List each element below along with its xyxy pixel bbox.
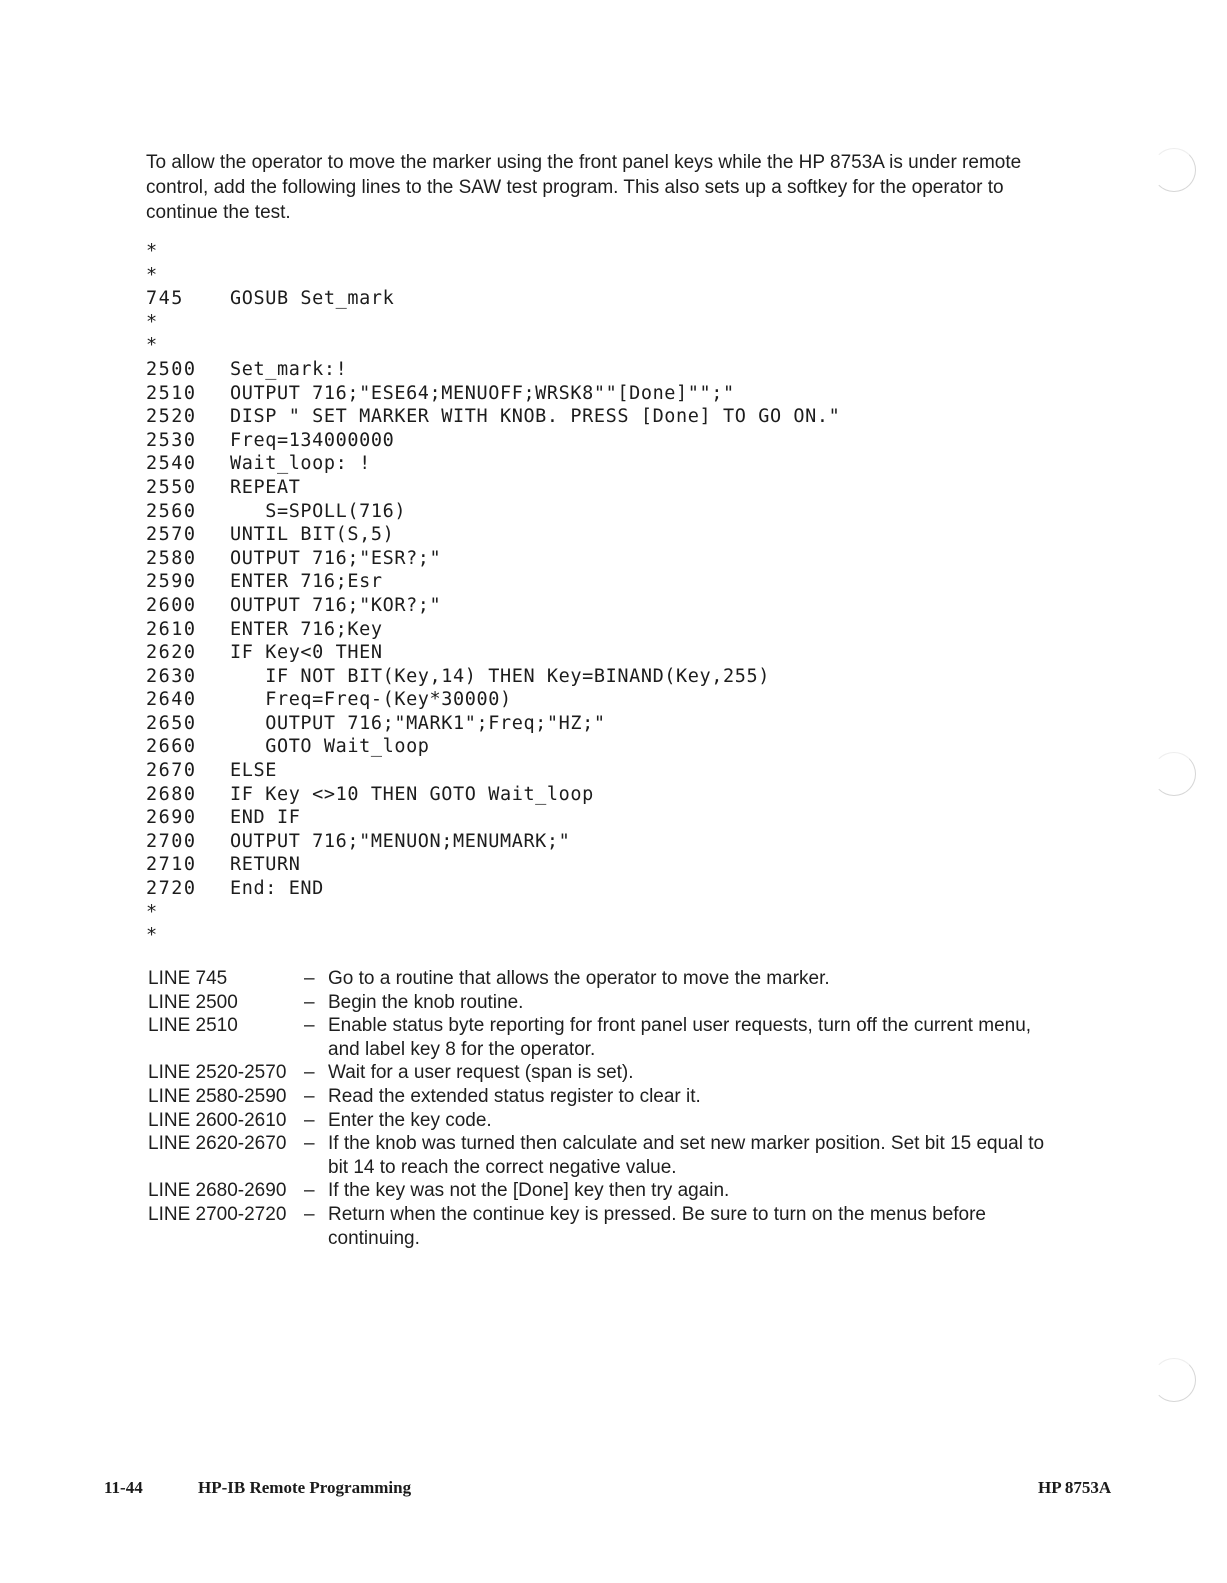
line-number: 2540: [146, 453, 197, 475]
line-number: 2570: [146, 524, 197, 546]
explanation-dash: –: [304, 1015, 315, 1037]
code-line: [146, 665, 1046, 689]
code-line: [146, 618, 1046, 642]
line-number: 2660: [146, 736, 197, 758]
explanation-row: [148, 1061, 1053, 1085]
line-number: 2720: [146, 878, 197, 900]
code-statement: REPEAT: [230, 476, 301, 498]
explanation-text: If the knob was turned then calculate and set new marker position. Set bit 15 equal to bit 14 to reach the correct negative value.: [328, 1133, 1045, 1178]
line-number: 2600: [146, 594, 197, 616]
explanation-text: Go to a routine that allows the operator to move the marker.: [328, 968, 830, 989]
explanation-text: If the key was not the [Done] key then try again.: [328, 1180, 730, 1202]
code-statement: RETURN: [230, 854, 301, 876]
line-number: 2560: [146, 500, 197, 522]
line-number: *: [146, 925, 159, 947]
code-line: [146, 853, 1046, 877]
line-number: 2650: [146, 712, 197, 734]
explanation-row: [148, 1014, 1053, 1061]
code-line: [146, 264, 1046, 288]
explanation-text: Return when the continue key is pressed. Be sure to turn on the menus before continuing.: [328, 1203, 986, 1249]
line-number: *: [146, 311, 159, 333]
code-line: [146, 594, 1046, 618]
code-statement: End: END: [230, 878, 324, 900]
code-line: [146, 240, 1046, 264]
code-line: [146, 877, 1046, 901]
explanation-dash: –: [304, 1203, 315, 1225]
explanation-label: LINE 2700-2720: [148, 1203, 287, 1225]
line-number: 2690: [146, 807, 197, 829]
explanation-dash: –: [304, 1180, 315, 1202]
page-number: 11-44: [104, 1478, 143, 1497]
explanation-row: [148, 1132, 1053, 1179]
explanation-dash: –: [304, 1109, 315, 1131]
code-statement: END IF: [230, 807, 301, 829]
explanation-row: [148, 1179, 1053, 1203]
line-number: *: [146, 264, 159, 286]
code-statement: UNTIL BIT(S,5): [230, 524, 395, 546]
code-statement: OUTPUT 716;"MARK1";Freq;"HZ;": [230, 712, 606, 734]
explanation-dash: –: [304, 1085, 315, 1107]
explanation-text: Enable status byte reporting for front panel user requests, turn off the current menu, and label key 8 for the operator.: [328, 1015, 1032, 1060]
code-line: [146, 735, 1046, 759]
model-name: HP 8753A: [1038, 1478, 1112, 1497]
code-listing: [146, 240, 1046, 948]
code-statement: OUTPUT 716;"MENUON;MENUMARK;": [230, 830, 571, 852]
code-statement: Freq=134000000: [230, 429, 395, 451]
line-number: 2510: [146, 382, 197, 404]
code-statement: ENTER 716;Esr: [230, 571, 383, 593]
line-number: *: [146, 241, 159, 262]
code-statement: OUTPUT 716;"KOR?;": [230, 594, 442, 616]
line-number: 745: [146, 288, 184, 310]
explanation-text: Begin the knob routine.: [328, 991, 524, 1013]
line-explanations: [148, 967, 1053, 1250]
line-number: 2520: [146, 406, 197, 428]
code-line: [146, 547, 1046, 571]
line-number: 2670: [146, 760, 197, 782]
code-line: [146, 759, 1046, 783]
code-line: [146, 830, 1046, 854]
explanation-text: Read the extended status register to clear it.: [328, 1085, 701, 1107]
line-number: 2700: [146, 830, 197, 852]
line-number: *: [146, 901, 159, 923]
line-number: 2590: [146, 571, 197, 593]
explanation-label: LINE 2510: [148, 1015, 238, 1037]
code-line: [146, 712, 1046, 736]
line-number: 2500: [146, 358, 197, 380]
code-line: [146, 334, 1046, 358]
explanation-dash: –: [304, 991, 315, 1013]
code-statement: S=SPOLL(716): [230, 500, 407, 522]
code-line: [146, 570, 1046, 594]
code-line: [146, 924, 1046, 948]
intro-paragraph: To allow the operator to move the marker using the front panel keys while the HP 8753A is under remote control, add the following lines to the SAW test program. This also sets up a softkey for the operator to continue the test.: [146, 152, 1022, 223]
explanation-dash: –: [304, 1062, 315, 1084]
explanation-dash: –: [304, 968, 315, 989]
line-number: 2680: [146, 783, 197, 805]
binder-hole: [1152, 1358, 1196, 1402]
code-line: [146, 688, 1046, 712]
code-line: [146, 901, 1046, 925]
code-statement: IF Key<0 THEN: [230, 642, 383, 664]
code-line: [146, 783, 1046, 807]
code-line: [146, 500, 1046, 524]
code-statement: ENTER 716;Key: [230, 618, 383, 640]
code-line: [146, 523, 1046, 547]
code-line: [146, 287, 1046, 311]
explanation-row: [148, 1085, 1053, 1109]
line-number: 2550: [146, 476, 197, 498]
code-line: [146, 382, 1046, 406]
code-line: [146, 452, 1046, 476]
explanation-label: LINE 745: [148, 968, 228, 989]
code-statement: GOTO Wait_loop: [230, 736, 430, 758]
explanation-label: LINE 2580-2590: [148, 1085, 287, 1107]
explanation-label: LINE 2600-2610: [148, 1109, 287, 1131]
explanation-row: [148, 1109, 1053, 1133]
code-line: [146, 358, 1046, 382]
explanation-label: LINE 2520-2570: [148, 1062, 287, 1084]
binder-hole: [1152, 148, 1196, 192]
section-title: HP-IB Remote Programming: [198, 1478, 412, 1497]
line-number: 2710: [146, 854, 197, 876]
code-statement: DISP " SET MARKER WITH KNOB. PRESS [Done] TO GO ON.": [230, 406, 841, 428]
code-statement: GOSUB Set_mark: [230, 288, 395, 310]
code-statement: OUTPUT 716;"ESE64;MENUOFF;WRSK8""[Done]"";": [230, 382, 735, 404]
line-number: 2640: [146, 689, 197, 711]
code-line: [146, 806, 1046, 830]
explanation-dash: –: [304, 1133, 315, 1155]
explanation-label: LINE 2680-2690: [148, 1180, 287, 1202]
code-line: [146, 311, 1046, 335]
code-statement: IF Key <>10 THEN GOTO Wait_loop: [230, 783, 594, 805]
explanation-label: LINE 2620-2670: [148, 1133, 287, 1155]
explanation-label: LINE 2500: [148, 991, 238, 1013]
code-statement: OUTPUT 716;"ESR?;": [230, 547, 442, 569]
code-statement: ELSE: [230, 760, 277, 782]
code-line: [146, 476, 1046, 500]
line-number: 2610: [146, 618, 197, 640]
line-number: *: [146, 335, 159, 357]
code-statement: Freq=Freq-(Key*30000): [230, 689, 512, 711]
code-statement: Wait_loop: !: [230, 453, 371, 475]
explanation-text: Enter the key code.: [328, 1109, 492, 1131]
binder-hole: [1152, 752, 1196, 796]
explanation-text: Wait for a user request (span is set).: [328, 1062, 634, 1084]
explanation-row: [148, 991, 1053, 1015]
explanation-row: [148, 967, 1053, 991]
explanation-row: [148, 1203, 1053, 1250]
line-number: 2630: [146, 665, 197, 687]
line-number: 2530: [146, 429, 197, 451]
code-line: [146, 405, 1046, 429]
line-number: 2580: [146, 547, 197, 569]
code-statement: Set_mark:!: [230, 358, 348, 380]
code-line: [146, 641, 1046, 665]
code-statement: IF NOT BIT(Key,14) THEN Key=BINAND(Key,255): [230, 665, 770, 687]
code-line: [146, 429, 1046, 453]
line-number: 2620: [146, 642, 197, 664]
